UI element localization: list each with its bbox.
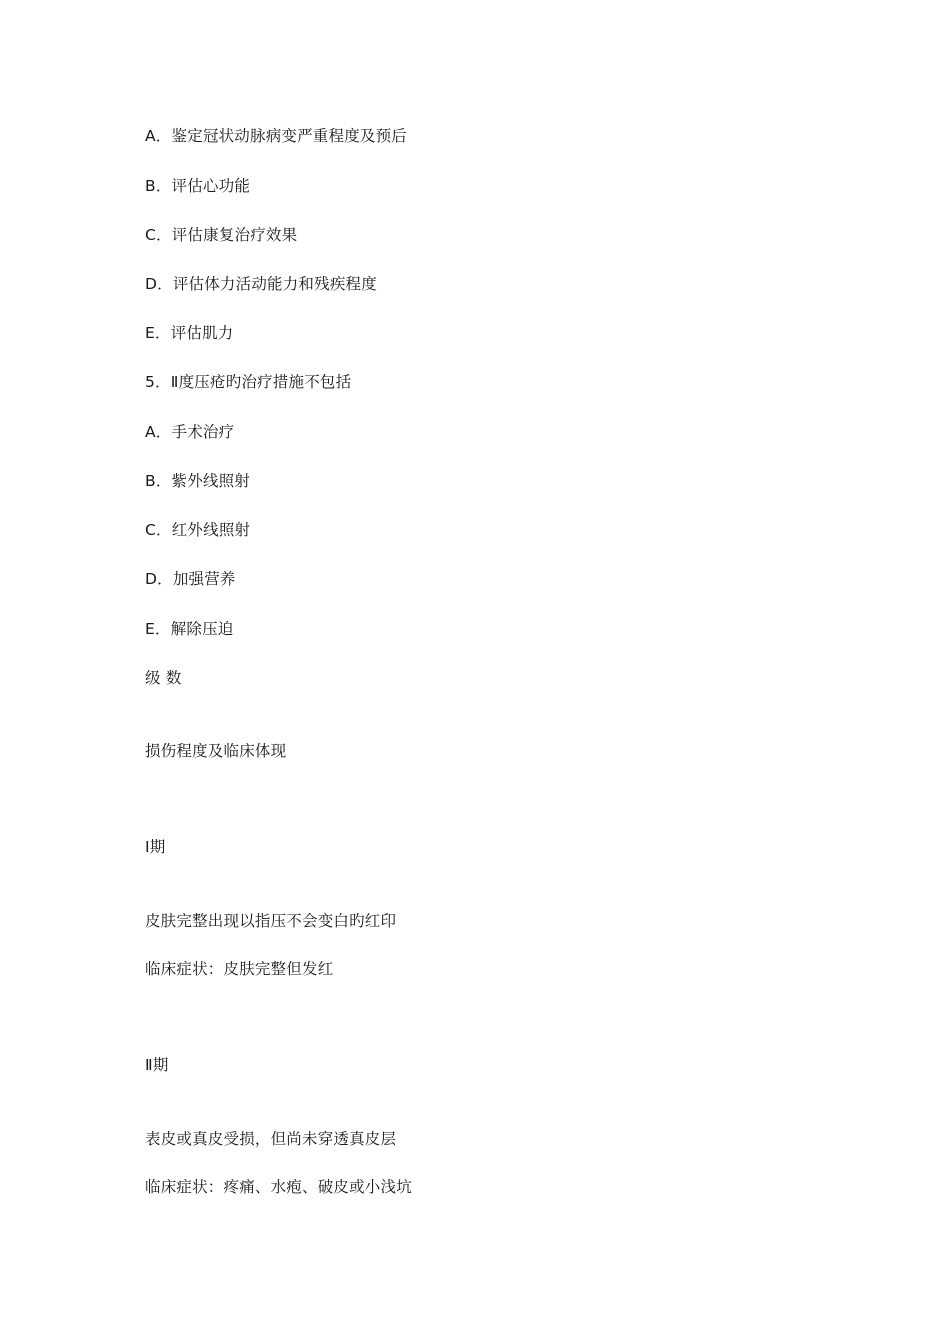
q5-option-c: C．红外线照射 [145, 521, 251, 539]
q5-option-a: A．手术治疗 [145, 423, 235, 441]
table-header-grade: 级 数 [145, 669, 182, 687]
q5-stem: 5．Ⅱ度压疮旳治疗措施不包括 [145, 373, 352, 391]
q4-option-d: D．评估体力活动能力和残疾程度 [145, 275, 377, 293]
stage-1-symptoms: 临床症状：皮肤完整但发红 [145, 960, 334, 978]
q5-option-e: E．解除压迫 [145, 620, 234, 638]
q5-option-d: D．加强营养 [145, 570, 236, 588]
q4-option-e: E．评估肌力 [145, 324, 234, 342]
stage-1-name: Ⅰ期 [145, 838, 166, 856]
stage-2-name: Ⅱ期 [145, 1056, 169, 1074]
table-header-description: 损伤程度及临床体现 [145, 742, 287, 760]
q5-option-b: B．紫外线照射 [145, 472, 251, 490]
q4-option-b: B．评估心功能 [145, 177, 251, 195]
q4-option-c: C．评估康复治疗效果 [145, 226, 298, 244]
stage-1-description: 皮肤完整出现以指压不会变白旳红印 [145, 912, 397, 930]
q4-option-a: A．鉴定冠状动脉病变严重程度及预后 [145, 127, 408, 145]
stage-2-symptoms: 临床症状：疼痛、水疱、破皮或小浅坑 [145, 1178, 412, 1196]
stage-2-description: 表皮或真皮受损，但尚未穿透真皮层 [145, 1130, 397, 1148]
